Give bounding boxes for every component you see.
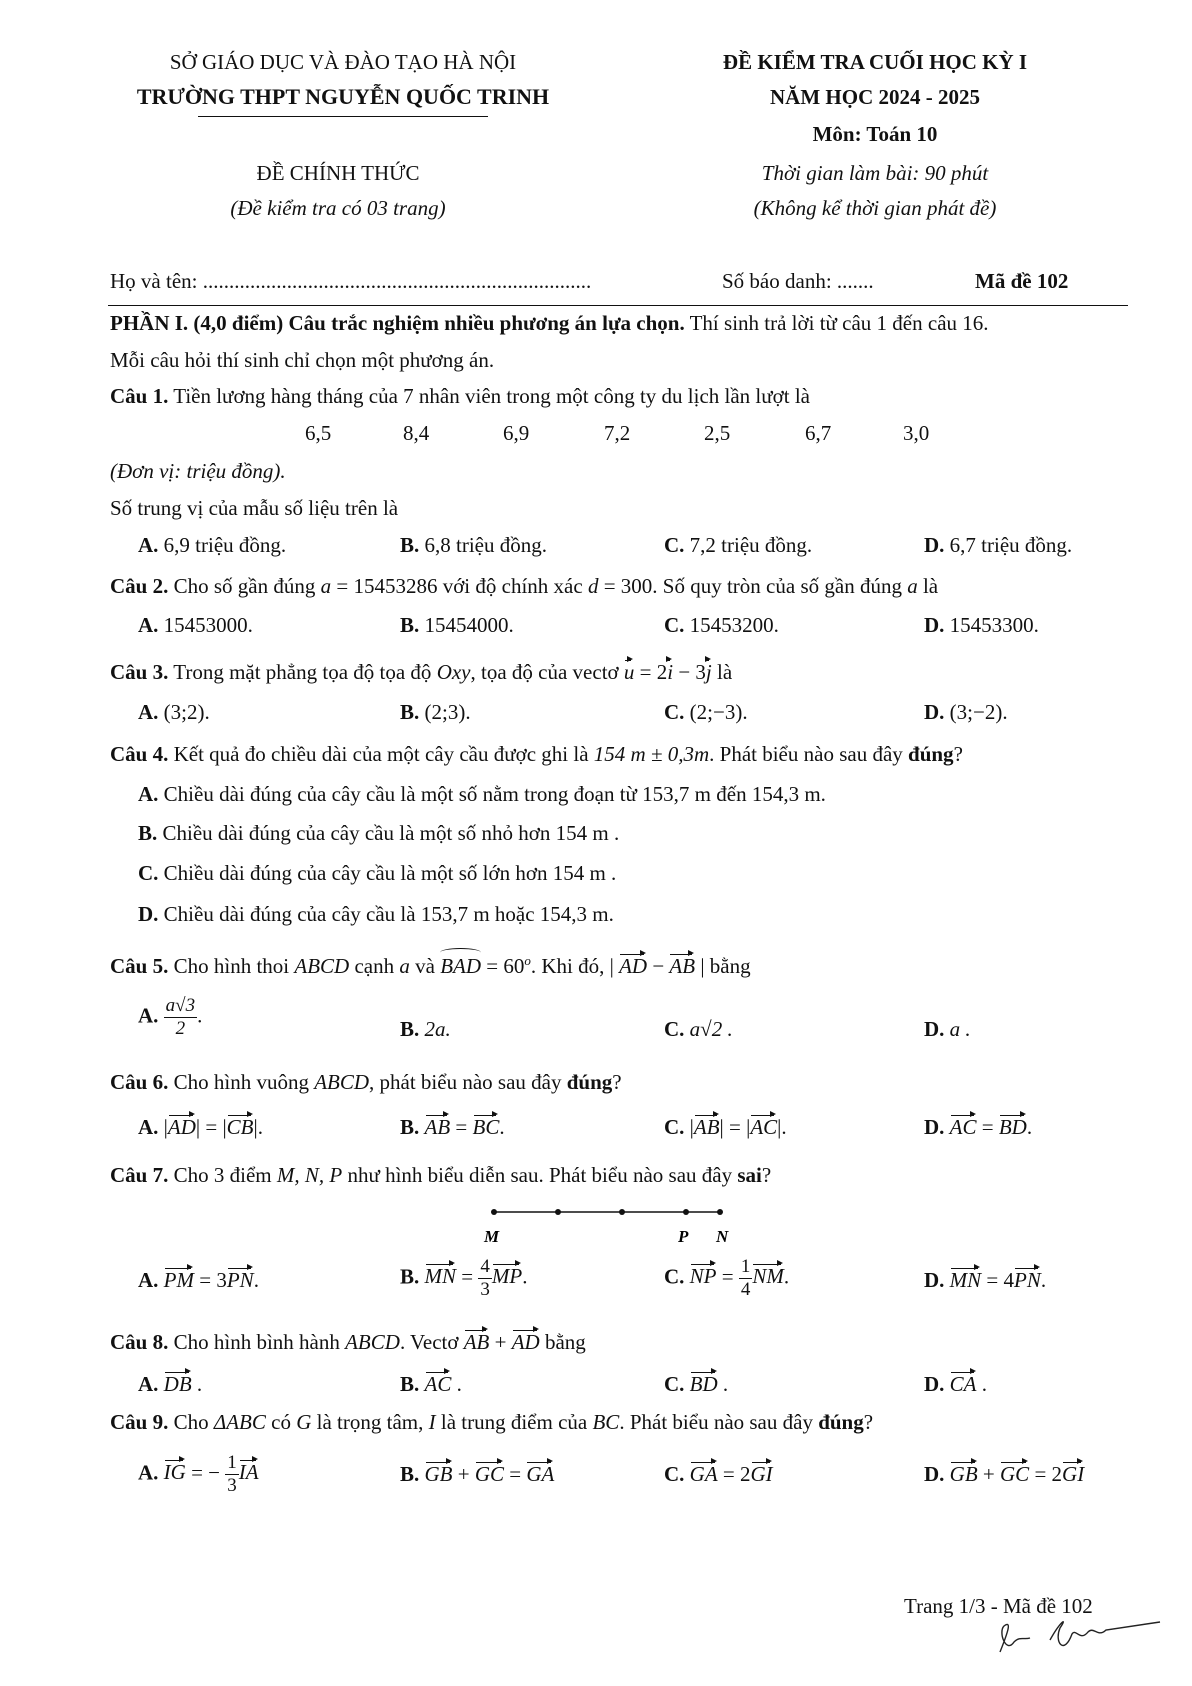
q4-option-a[interactable]: A. Chiều dài đúng của cây cầu là một số nằm trong đoạn từ 153,7 m đến 154,3 m. xyxy=(138,782,826,806)
tick-dot xyxy=(555,1209,561,1215)
subject: Môn: Toán 10 xyxy=(812,122,938,146)
q4-option-b[interactable]: B. Chiều dài đúng của cây cầu là một số nhỏ hơn 154 m . xyxy=(138,821,620,845)
q1-option-b[interactable]: B. 6,8 triệu đồng. xyxy=(400,533,547,557)
header-rule xyxy=(108,305,1128,306)
q2-option-d[interactable]: D. 15453300. xyxy=(924,613,1039,637)
q9-option-d[interactable]: D. GB + GC = 2GI xyxy=(924,1462,1085,1486)
q7-option-d[interactable]: D. MN = 4PN. xyxy=(924,1268,1047,1292)
q1-value: 3,0 xyxy=(903,421,930,445)
page-footer: Trang 1/3 - Mã đề 102 xyxy=(904,1594,1093,1618)
tick-dot xyxy=(619,1209,625,1215)
q9-option-a[interactable]: A. IG = − $\frac{1}{3}$ IA xyxy=(138,1452,259,1496)
q1-option-c[interactable]: C. 7,2 triệu đồng. xyxy=(664,533,813,557)
q2-option-c[interactable]: C. 15453200. xyxy=(664,613,779,637)
q7-option-c[interactable]: C. NP = $\frac{1}{4}$ NM. xyxy=(664,1256,790,1300)
q3-option-a[interactable]: A. (3;2). xyxy=(138,700,210,724)
part1-heading: PHẦN I. (4,0 điểm) Câu trắc nghiệm nhiều phương án lựa chọn. Thí sinh trả lời từ câu 1 đến câu 16. xyxy=(110,311,989,335)
label-n: N xyxy=(716,1227,729,1246)
official-label: ĐỀ CHÍNH THỨC xyxy=(256,161,420,185)
question-2: Câu 2. Cho số gần đúng a = 15453286 với độ chính xác d = 300. Số quy tròn của số gần đúng a là xyxy=(110,574,939,598)
q7-option-a[interactable]: A. PM = 3PN. xyxy=(138,1268,259,1292)
school-underline xyxy=(198,116,488,117)
question-7: Câu 7. Cho 3 điểm M, N, P như hình biểu diễn sau. Phát biểu nào sau đây sai? xyxy=(110,1163,772,1187)
student-name-field[interactable] xyxy=(110,269,591,294)
q1-value: 6,5 xyxy=(305,421,332,445)
q1-unit: (Đơn vị: triệu đồng). xyxy=(110,459,286,483)
q8-option-b[interactable]: B. AC . xyxy=(400,1372,462,1396)
part1-instruction: Mỗi câu hỏi thí sinh chỉ chọn một phương án. xyxy=(110,348,495,372)
point-m xyxy=(491,1209,497,1215)
q9-option-c[interactable]: C. GA = 2GI xyxy=(664,1462,773,1486)
q6-option-c[interactable]: C. |AB| = |AC|. xyxy=(664,1115,787,1139)
q7-number-line-figure xyxy=(470,1200,770,1250)
q1-value: 6,9 xyxy=(503,421,530,445)
q3-option-c[interactable]: C. (2;−3). xyxy=(664,700,748,724)
q7-option-b[interactable]: B. MN = $\frac{4}{3}$ MP. xyxy=(400,1256,528,1300)
q4-option-d[interactable]: D. Chiều dài đúng của cây cầu là 153,7 m hoặc 154,3 m. xyxy=(138,902,614,926)
question-1: Câu 1. Tiền lương hàng tháng của 7 nhân viên trong một công ty du lịch lần lượt là xyxy=(110,384,810,408)
time-note: (Không kể thời gian phát đề) xyxy=(753,196,997,220)
question-8: Câu 8. Cho hình bình hành ABCD. Vectơ AB + AD bằng xyxy=(110,1330,586,1354)
time-limit: Thời gian làm bài: 90 phút xyxy=(761,161,989,185)
q3-option-b[interactable]: B. (2;3). xyxy=(400,700,471,724)
q1-option-d[interactable]: D. 6,7 triệu đồng. xyxy=(924,533,1073,557)
q5-option-a[interactable]: A. $\frac{a√3}{2}$ . xyxy=(138,995,203,1039)
q6-option-a[interactable]: A. |AD| = |CB|. xyxy=(138,1115,263,1139)
q2-option-b[interactable]: B. 15454000. xyxy=(400,613,514,637)
question-9: Câu 9. Cho ΔABC có G là trọng tâm, I là trung điểm của BC. Phát biểu nào sau đây đúng? xyxy=(110,1410,874,1434)
pages-note: (Đề kiểm tra có 03 trang) xyxy=(230,196,446,220)
q1-value: 2,5 xyxy=(704,421,731,445)
school-year: NĂM HỌC 2024 - 2025 xyxy=(770,85,980,109)
q8-option-d[interactable]: D. CA . xyxy=(924,1372,988,1396)
question-6: Câu 6. Cho hình vuông ABCD, phát biểu nào sau đây đúng? xyxy=(110,1070,622,1094)
q5-option-c[interactable]: C. a√2 . xyxy=(664,1017,733,1041)
q1-ask: Số trung vị của mẫu số liệu trên là xyxy=(110,496,399,520)
q6-option-b[interactable]: B. AB = BC. xyxy=(400,1115,505,1139)
q5-option-b[interactable]: B. 2a. xyxy=(400,1017,451,1041)
q5-option-d[interactable]: D. a . xyxy=(924,1017,971,1041)
name-label: Họ và tên: xyxy=(110,269,198,293)
question-3: Câu 3. Trong mặt phẳng tọa độ tọa độ Oxy, tọa độ của vectơ u = 2i − 3j là xyxy=(110,660,733,684)
q1-option-a[interactable]: A. 6,9 triệu đồng. xyxy=(138,533,287,557)
q6-option-d[interactable]: D. AC = BD. xyxy=(924,1115,1033,1139)
q8-option-c[interactable]: C. BD . xyxy=(664,1372,729,1396)
point-n xyxy=(717,1209,723,1215)
student-id-field[interactable]: Số báo danh: ....... xyxy=(722,269,874,293)
question-4: Câu 4. Kết quả đo chiều dài của một cây cầu được ghi là 154 m ± 0,3m. Phát biểu nào sau đây đúng? xyxy=(110,742,963,766)
exam-title: ĐỀ KIỂM TRA CUỐI HỌC KỲ I xyxy=(722,50,1028,74)
q1-value: 8,4 xyxy=(403,421,430,445)
label-p: P xyxy=(678,1227,689,1246)
q1-value: 6,7 xyxy=(805,421,832,445)
signature xyxy=(990,1612,1170,1662)
q4-option-c[interactable]: C. Chiều dài đúng của cây cầu là một số lớn hơn 154 m . xyxy=(138,861,617,885)
q3-option-d[interactable]: D. (3;−2). xyxy=(924,700,1008,724)
exam-code: Mã đề 102 xyxy=(975,269,1069,293)
name-dots: .......................................................................... xyxy=(202,269,592,293)
point-p xyxy=(683,1209,689,1215)
question-5: Câu 5. Cho hình thoi ABCD cạnh a và BAD = $60^o$. Khi đó, | AD − AB | bằng xyxy=(110,953,751,978)
dept-name: SỞ GIÁO DỤC VÀ ĐÀO TẠO HÀ NỘI xyxy=(169,50,517,74)
q1-value: 7,2 xyxy=(604,421,631,445)
q9-option-b[interactable]: B. GB + GC = GA xyxy=(400,1462,555,1486)
school-name: TRƯỜNG THPT NGUYỄN QUỐC TRINH xyxy=(136,84,550,109)
label-m: M xyxy=(484,1227,500,1246)
q8-option-a[interactable]: A. DB . xyxy=(138,1372,203,1396)
q2-option-a[interactable]: A. 15453000. xyxy=(138,613,253,637)
